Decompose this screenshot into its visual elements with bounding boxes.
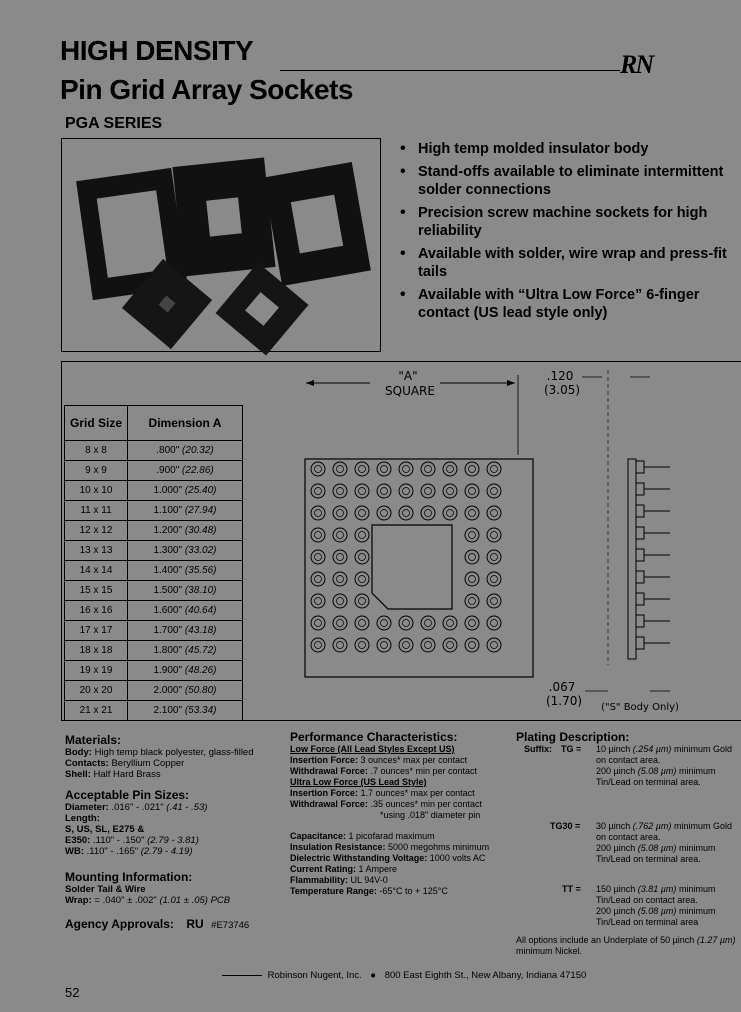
grid-size-cell: 16 x 16 (65, 601, 128, 621)
bullet-icon: • (400, 245, 406, 262)
grid-size-cell: 19 x 19 (65, 661, 128, 681)
side-view-pins (636, 461, 670, 649)
feature-item: • High temp molded insulator body (400, 140, 649, 157)
side-pin (636, 637, 644, 649)
col-grid-size: Grid Size (65, 406, 128, 441)
pin-hole (443, 506, 457, 520)
grid-size-cell: 13 x 13 (65, 541, 128, 561)
dimension-cell: 1.500" (38.10) (128, 581, 243, 601)
dim-120: .120 (546, 369, 574, 383)
dimension-cell: 1.100" (27.94) (128, 501, 243, 521)
agency-section (65, 915, 290, 933)
product-photo (61, 138, 381, 352)
pin-hole (311, 506, 325, 520)
table-row (65, 561, 243, 581)
pin-hole (399, 484, 413, 498)
dimension-cell: 2.100" (53.34) (128, 701, 243, 721)
pin-hole (487, 528, 501, 542)
page-title-line1: HIGH DENSITY (60, 35, 254, 66)
pin-hole (487, 616, 501, 630)
a-dim-label: "A" (398, 369, 418, 383)
dimension-cell: .900" (22.86) (128, 461, 243, 481)
mounting-section: Mounting Information: Solder Tail & Wire Wrap: = .040" ± .002" (1.01 ± .05) PCB (65, 870, 290, 906)
table-row (65, 581, 243, 601)
pin-hole (399, 638, 413, 652)
pin-hole (465, 550, 479, 564)
pin-hole (377, 506, 391, 520)
pin-hole (377, 484, 391, 498)
dimension-cell: 1.600" (40.64) (128, 601, 243, 621)
pin-hole (465, 462, 479, 476)
table-row (65, 621, 243, 641)
pin-hole (487, 572, 501, 586)
footer (222, 970, 586, 981)
feature-item: • Available with solder, wire wrap and press-fit tails (400, 245, 727, 280)
grid-size-cell: 11 x 11 (65, 501, 128, 521)
page-title-line2: Pin Grid Array Sockets (60, 74, 353, 105)
table-row (65, 541, 243, 561)
side-pin (636, 549, 644, 561)
pin-hole (487, 550, 501, 564)
dim-120-mm: (3.05) (543, 383, 581, 397)
bullet-icon: • (400, 204, 406, 221)
dimension-cell: 1.300" (33.02) (128, 541, 243, 561)
agency-heading: Agency Approvals: (65, 917, 174, 931)
page-number: 52 (65, 985, 80, 1000)
pin-hole (487, 594, 501, 608)
footer-company: Robinson Nugent, Inc. (267, 970, 362, 981)
table-row (65, 461, 243, 481)
feature-list (398, 140, 728, 327)
materials-heading: Materials: (65, 733, 122, 747)
pin-hole (421, 616, 435, 630)
grid-size-cell: 10 x 10 (65, 481, 128, 501)
pin-hole (311, 484, 325, 498)
pin-hole (421, 462, 435, 476)
side-pin (636, 593, 644, 605)
dimension-cell: 1.000" (25.40) (128, 481, 243, 501)
pin-hole (399, 462, 413, 476)
pin-hole (311, 528, 325, 542)
mounting-heading: Mounting Information: (65, 870, 193, 884)
pin-hole (465, 638, 479, 652)
pin-hole (355, 484, 369, 498)
feature-item: • Available with “Ultra Low Force” 6-finger contact (US lead style only) (400, 286, 700, 321)
side-pin (636, 615, 644, 627)
header-rule (280, 70, 620, 71)
table-row (65, 481, 243, 501)
pin-hole (355, 462, 369, 476)
feature-item: • Stand-offs available to eliminate intermittent solder connections (400, 163, 724, 198)
dimension-cell: .800" (20.32) (128, 441, 243, 461)
footer-bullet-icon: ● (370, 970, 377, 981)
pin-hole (311, 572, 325, 586)
ul-logo-icon: RU (186, 917, 204, 931)
grid-size-cell: 14 x 14 (65, 561, 128, 581)
pin-hole (355, 594, 369, 608)
bullet-icon: • (400, 163, 406, 180)
table-row (65, 701, 243, 721)
footer-rule (222, 975, 262, 976)
pin-hole (355, 528, 369, 542)
grid-size-cell: 20 x 20 (65, 681, 128, 701)
grid-size-cell: 15 x 15 (65, 581, 128, 601)
footer-address: 800 East Eighth St., New Albany, Indiana 47150 (384, 970, 587, 981)
pin-hole (333, 616, 347, 630)
pin-hole (487, 484, 501, 498)
pin-hole (333, 638, 347, 652)
pin-hole (377, 616, 391, 630)
pin-hole (333, 462, 347, 476)
performance-heading: Performance Characteristics: (290, 730, 458, 744)
pin-hole (487, 462, 501, 476)
dimension-cell: 1.200" (30.48) (128, 521, 243, 541)
pin-hole (421, 484, 435, 498)
pin-hole (355, 550, 369, 564)
series-label: PGA SERIES (65, 115, 163, 132)
pin-hole (355, 506, 369, 520)
dim-067: .067 (548, 680, 576, 694)
dimension-cell: 1.900" (48.26) (128, 661, 243, 681)
grid-size-cell: 9 x 9 (65, 461, 128, 481)
pin-hole (333, 528, 347, 542)
pin-hole (311, 616, 325, 630)
table-row (65, 661, 243, 681)
performance-section: Performance Characteristics: Low Force (All Lead Styles Except US) Insertion Force: 3 ounces* max per contact Withdrawal Force: .7 ounces* min per contact Ultra Low Force (US Lead Style) Insertion Force: 1.7 ounces* max per contact Withdrawal Force: .35 ounces* min per contact *using .018" diameter pin Capacitance: 1 picofarad maximum Insulation Resistance: 5000 megohms minimum Dielectric Withstanding Voltage: 1000 volts AC Current Rating: 1 Ampere Flammability: UL 94V-0 Temperature Range: -65°C to + 125°C (290, 730, 520, 897)
pin-hole (443, 462, 457, 476)
socket-photo-illustration (62, 139, 380, 351)
pin-hole (421, 506, 435, 520)
pin-hole (465, 616, 479, 630)
plating-tg30: TG30 = 30 µinch (.762 µm) minimum Gold on contact area. 200 µinch (5.08 µm) minimum Tin/Lead on terminal area. (550, 821, 732, 864)
socket-drawing (290, 365, 720, 715)
ul-file-number: #E73746 (211, 920, 250, 931)
pin-hole (465, 484, 479, 498)
pin-hole (487, 506, 501, 520)
table-row (65, 681, 243, 701)
square-label: SQUARE (385, 384, 435, 398)
side-pin (636, 571, 644, 583)
pin-hole (487, 638, 501, 652)
materials-section: Materials: Body: High temp black polyester, glass-filled Contacts: Beryllium Copper Shell: Half Hard Brass (65, 733, 290, 780)
table-row (65, 501, 243, 521)
bullet-icon: • (400, 286, 406, 303)
pin-hole (399, 616, 413, 630)
plating-heading: Plating Description: (516, 730, 630, 744)
table-row (65, 441, 243, 461)
pin-hole (399, 506, 413, 520)
plating-section: Plating Description: Suffix: TG = 10 µinch (.254 µm) minimum Gold on contact area. 200 µinch (5.08 µm) minimum Tin/Lead on terminal area. TG30 = 30 µinch (.762 µm) minimum Gold on contact area. 200 µinch (5.08 µm) minimum Tin/Lead on terminal area. TT = 150 µinch (3.81 µm) minimum Tin/Lead on contact area. 200 µinch (5.08 µm) minimum Tin/Lead on terminal area All options include an Underplate of 50 µinch (1.27 µm) minimum Nickel. (516, 730, 736, 956)
dim-067-mm: (1.70) (545, 694, 583, 708)
side-pin (636, 483, 644, 495)
pin-sizes-section: Acceptable Pin Sizes: Diameter: .016" - .021" (.41 - .53) Length: S, US, SL, E275 & E350: .110" - .150" (2.79 - 3.81) WB: .110" - .165" (2.79 - 4.19) (65, 788, 290, 857)
pin-hole (311, 462, 325, 476)
plating-tt: TT = 150 µinch (3.81 µm) minimum Tin/Lead on contact area. 200 µinch (5.08 µm) minimum Tin/Lead on terminal area (562, 884, 716, 927)
pin-hole (311, 638, 325, 652)
col-dimension-a: Dimension A (128, 406, 243, 441)
grid-size-cell: 21 x 21 (65, 701, 128, 721)
grid-size-cell: 18 x 18 (65, 641, 128, 661)
table-row (65, 641, 243, 661)
plating-tg: Suffix: TG = 10 µinch (.254 µm) minimum Gold on contact area. 200 µinch (5.08 µm) minimum Tin/Lead on terminal area. (524, 744, 732, 787)
dimension-cell: 2.000" (50.80) (128, 681, 243, 701)
pin-hole (443, 484, 457, 498)
pin-hole (333, 550, 347, 564)
table-row (65, 521, 243, 541)
pin-hole (355, 616, 369, 630)
table-row (65, 601, 243, 621)
pin-hole (465, 572, 479, 586)
pin-hole (465, 528, 479, 542)
pin-hole (443, 638, 457, 652)
dimension-cell: 1.400" (35.56) (128, 561, 243, 581)
dimension-cell: 1.700" (43.18) (128, 621, 243, 641)
pin-hole (377, 638, 391, 652)
side-pin (636, 505, 644, 517)
pin-hole (311, 550, 325, 564)
bullet-icon: • (400, 140, 406, 157)
side-pin (636, 527, 644, 539)
grid-size-cell: 8 x 8 (65, 441, 128, 461)
pin-sizes-heading: Acceptable Pin Sizes: (65, 788, 190, 802)
dimension-table (64, 405, 243, 721)
pin-hole (443, 616, 457, 630)
pin-hole (355, 572, 369, 586)
pin-hole (421, 638, 435, 652)
grid-size-cell: 17 x 17 (65, 621, 128, 641)
pin-hole (333, 572, 347, 586)
pin-hole (333, 506, 347, 520)
company-logo: RN (620, 50, 653, 79)
dimension-cell: 1.800" (45.72) (128, 641, 243, 661)
pin-hole (377, 462, 391, 476)
pin-hole (333, 484, 347, 498)
side-pin (636, 461, 644, 473)
pin-hole (465, 506, 479, 520)
feature-item: • Precision screw machine sockets for high reliability (400, 204, 708, 239)
s-body-note: ("S" Body Only) (601, 702, 679, 713)
pin-hole (465, 594, 479, 608)
grid-size-cell: 12 x 12 (65, 521, 128, 541)
pin-hole (355, 638, 369, 652)
pin-hole (333, 594, 347, 608)
pin-hole (311, 594, 325, 608)
